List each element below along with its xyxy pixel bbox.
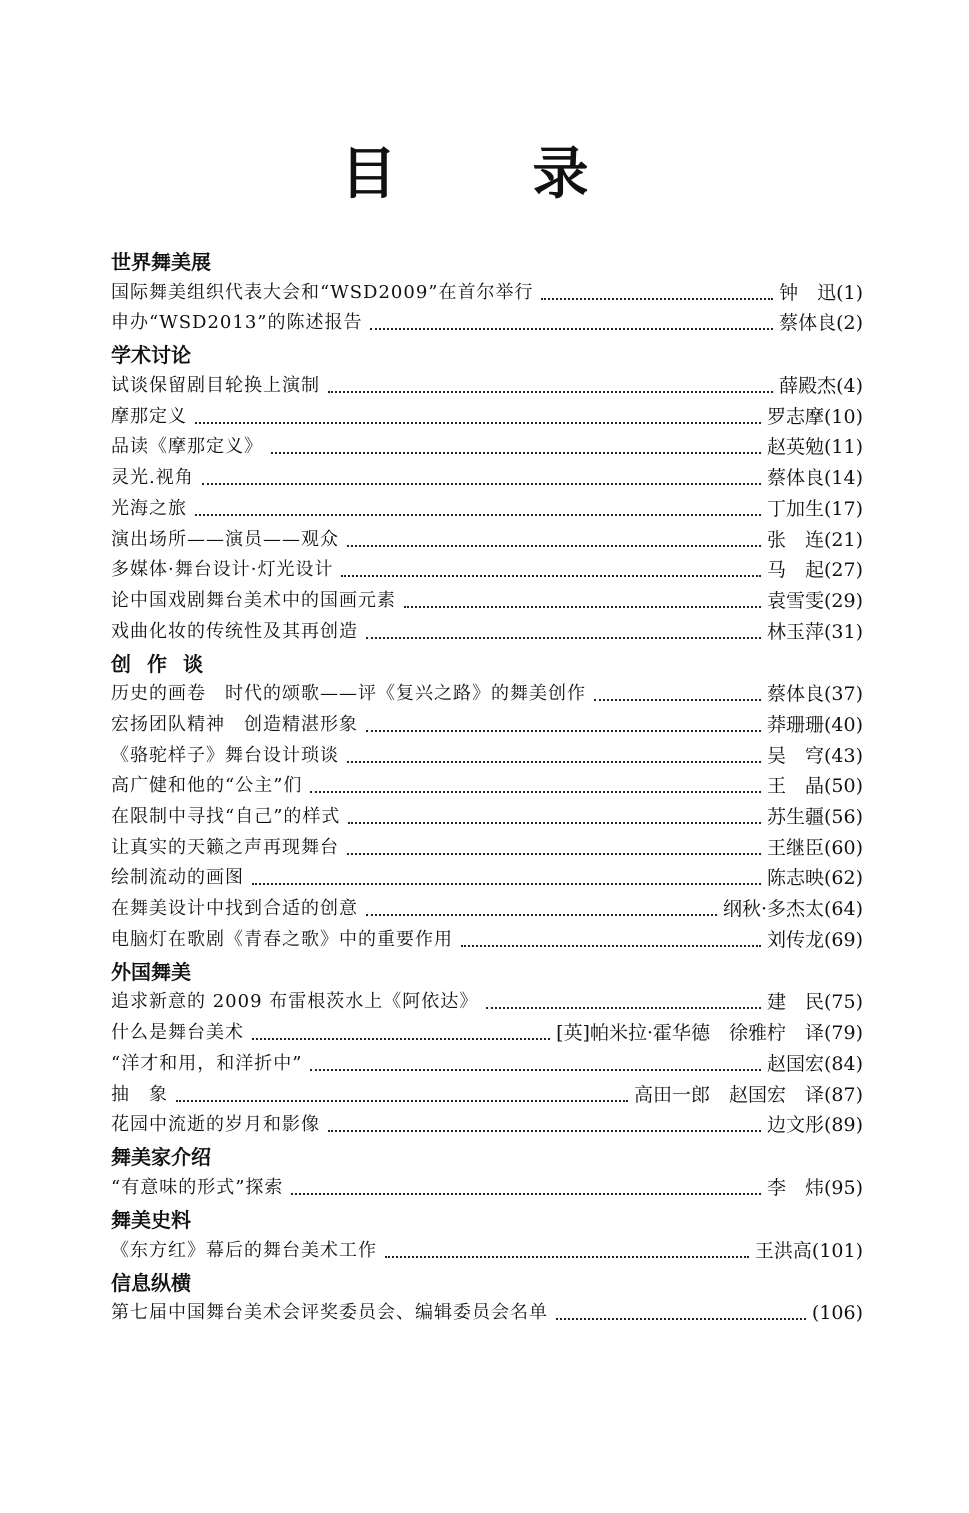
dot-leader: [347, 760, 761, 763]
entry-author-page: 高田一郎 赵国宏 译(87): [633, 1083, 863, 1106]
dot-leader: [328, 1129, 761, 1132]
entry-title: 灵光.视角: [111, 467, 194, 489]
dot-leader: [195, 421, 761, 424]
dot-leader: [370, 327, 773, 330]
toc-entry[interactable]: [111, 277, 863, 308]
dot-leader: [366, 913, 717, 916]
section-heading: 外国舞美: [111, 959, 191, 984]
toc-entry[interactable]: [111, 832, 863, 863]
toc-entry[interactable]: [111, 771, 863, 802]
dot-leader: [291, 1192, 761, 1195]
dot-leader: [404, 605, 761, 608]
entry-author-page: 张 连(21): [766, 528, 863, 551]
entry-author-page: 苏生疆(56): [766, 806, 863, 828]
toc-entry[interactable]: [111, 863, 863, 894]
entry-author-page: 纲秋·多杰太(64): [722, 898, 863, 921]
section-heading: 创作谈: [111, 651, 219, 676]
toc-entry[interactable]: [111, 924, 863, 955]
entry-title: 摩那定义: [111, 405, 187, 427]
toc-entry[interactable]: [111, 709, 863, 740]
entry-title: 在限制中寻找“自己”的样式: [111, 806, 341, 827]
dot-leader: [541, 297, 773, 300]
entry-author-page: [英]帕米拉·霍华德 徐雅柠 译(79): [556, 1022, 863, 1045]
page-title: 目 录: [340, 142, 629, 207]
section-heading: 舞美家介绍: [111, 1145, 211, 1170]
entry-author-page: 王 晶(50): [766, 775, 863, 798]
entry-author-page: 王洪高(101): [754, 1239, 863, 1262]
entry-title: 戏曲化妆的传统性及其再创造: [111, 620, 358, 642]
dot-leader: [202, 482, 761, 485]
toc-entry[interactable]: [111, 616, 863, 647]
entry-author-page: 陈志映(62): [766, 867, 863, 890]
entry-title: 《东方红》幕后的舞台美术工作: [111, 1239, 377, 1261]
entry-author-page: 吴 穹(43): [766, 744, 863, 767]
entry-title: 《骆驼样子》舞台设计琐谈: [111, 744, 339, 766]
dot-leader: [348, 821, 761, 824]
section-heading: 信息纵横: [111, 1270, 191, 1295]
toc-entry[interactable]: [111, 432, 863, 463]
toc-entry[interactable]: [111, 1298, 863, 1329]
toc-entry[interactable]: [111, 1017, 863, 1048]
toc-entry[interactable]: [111, 1079, 863, 1110]
toc-entry[interactable]: [111, 585, 863, 616]
dot-leader: [341, 574, 761, 577]
dot-leader: [594, 698, 761, 701]
toc-entry[interactable]: [111, 679, 863, 710]
entry-author-page: 钟 迅(1): [779, 281, 863, 304]
dot-leader: [252, 1037, 550, 1040]
toc-entry[interactable]: [111, 893, 863, 924]
entry-author-page: 赵英勉(11): [766, 436, 863, 459]
entry-author-page: 罗志摩(10): [766, 405, 863, 428]
entry-title: 宏扬团队精神 创造精湛形象: [111, 713, 358, 735]
toc-entry[interactable]: [111, 1048, 863, 1079]
toc-entry[interactable]: [111, 1172, 863, 1203]
dot-leader: [176, 1099, 628, 1102]
dot-leader: [556, 1317, 806, 1320]
entry-title: 让真实的天籁之声再现舞台: [111, 836, 339, 858]
entry-author-page: 赵国宏(84): [766, 1052, 863, 1075]
entry-title: 什么是舞台美术: [111, 1022, 244, 1044]
entry-author-page: 李 炜(95): [766, 1176, 863, 1199]
entry-author-page: 蔡体良(2): [779, 312, 863, 335]
toc-entry[interactable]: [111, 1110, 863, 1141]
toc-entry[interactable]: [111, 1235, 863, 1266]
entry-title: 光海之旅: [111, 497, 187, 519]
toc-entry[interactable]: [111, 555, 863, 586]
entry-title: 演出场所——演员——观众: [111, 528, 339, 550]
entry-title: 历史的画卷 时代的颂歌——评《复兴之路》的舞美创作: [111, 683, 586, 705]
dot-leader: [328, 390, 773, 393]
dot-leader: [347, 852, 761, 855]
entry-title: 抽 象: [111, 1083, 168, 1105]
toc-entry[interactable]: [111, 462, 863, 493]
entry-title: 试谈保留剧目轮换上演制: [111, 375, 320, 397]
section-heading: 舞美史料: [111, 1207, 191, 1232]
entry-title: “洋才和用，和洋折中”: [111, 1052, 303, 1074]
dot-leader: [366, 729, 761, 732]
dot-leader: [252, 882, 761, 885]
entry-author-page: 蔡体良(14): [766, 467, 863, 490]
dot-leader: [271, 451, 761, 454]
entry-author-page: 丁加生(17): [766, 497, 863, 520]
entry-title: 第七届中国舞台美术会评奖委员会、编辑委员会名单: [111, 1302, 548, 1324]
entry-title: 国际舞美组织代表大会和“WSD2009”在首尔举行: [111, 281, 534, 303]
dot-leader: [366, 636, 761, 639]
toc-entry[interactable]: [111, 987, 863, 1018]
toc-entry[interactable]: [111, 740, 863, 771]
entry-author-page: 刘传龙(69): [766, 928, 863, 951]
section-heading: 世界舞美展: [111, 250, 211, 274]
toc-entry[interactable]: [111, 401, 863, 432]
entry-author-page: 莽珊珊(40): [766, 713, 863, 736]
entry-author-page: 建 民(75): [766, 991, 863, 1014]
table-of-contents: [111, 245, 863, 1328]
toc-entry[interactable]: [111, 308, 863, 339]
entry-author-page: 蔡体良(37): [766, 683, 863, 706]
entry-author-page: 薛殿杰(4): [779, 375, 863, 398]
dot-leader: [310, 790, 761, 793]
dot-leader: [195, 513, 761, 516]
entry-author-page: 王继臣(60): [766, 836, 863, 859]
dot-leader: [310, 1068, 761, 1071]
dot-leader: [486, 1006, 761, 1009]
toc-entry[interactable]: [111, 370, 863, 401]
entry-title: 品读《摩那定义》: [111, 436, 263, 458]
section-heading: 学术讨论: [111, 343, 191, 368]
entry-author-page: 林玉萍(31): [766, 620, 863, 643]
entry-title: “有意味的形式”探索: [111, 1176, 284, 1198]
entry-title: 申办“WSD2013”的陈述报告: [111, 312, 363, 334]
entry-title: 追求新意的 2009 布雷根茨水上《阿依达》: [111, 991, 479, 1013]
toc-entry[interactable]: [111, 493, 863, 524]
entry-author-page: 袁雪雯(29): [766, 589, 863, 612]
entry-title: 高广健和他的“公主”们: [111, 775, 303, 797]
entry-author-page: (106): [811, 1302, 863, 1325]
dot-leader: [385, 1255, 749, 1258]
entry-title: 花园中流逝的岁月和影像: [111, 1114, 320, 1136]
toc-entry[interactable]: [111, 524, 863, 555]
toc-entry[interactable]: [111, 801, 863, 832]
dot-leader: [461, 944, 761, 947]
entry-title: 在舞美设计中找到合适的创意: [111, 898, 358, 920]
entry-author-page: 边文彤(89): [766, 1114, 863, 1137]
entry-title: 电脑灯在歌剧《青春之歌》中的重要作用: [111, 928, 453, 950]
entry-title: 绘制流动的画图: [111, 867, 244, 889]
entry-title: 论中国戏剧舞台美术中的国画元素: [111, 589, 396, 611]
entry-author-page: 马 起(27): [766, 559, 863, 582]
entry-title: 多媒体·舞台设计·灯光设计: [111, 559, 334, 581]
dot-leader: [347, 544, 761, 547]
